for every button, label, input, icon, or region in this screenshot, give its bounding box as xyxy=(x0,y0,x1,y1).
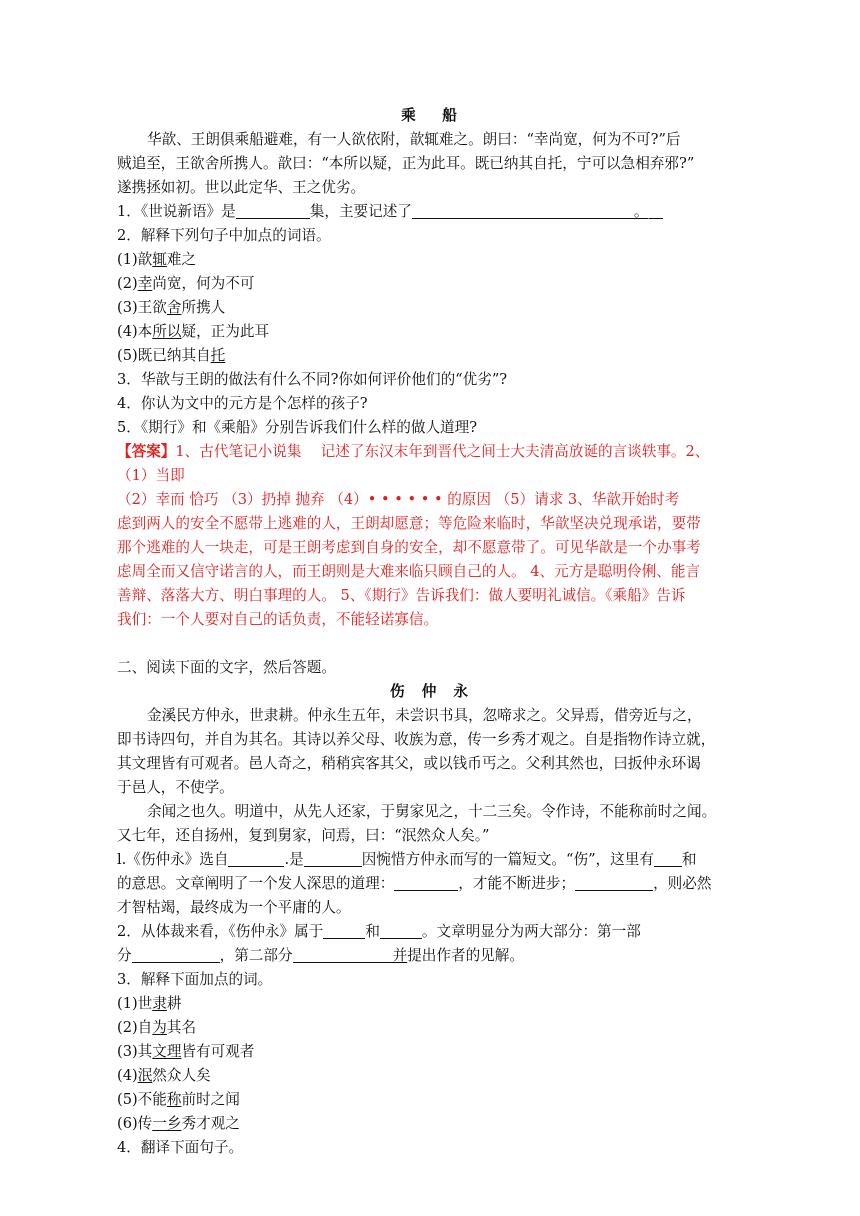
dotted-word: 舍 xyxy=(166,299,182,316)
answer-line: 善辩、落落大方、明白事理的人。 5、《期行》告诉我们：做人要明礼诚信。《乘船》告诉 xyxy=(117,587,686,604)
question-1 xyxy=(117,200,663,224)
passage-line: 又七年，还自扬州，复到舅家，问焉，曰：“泯然众人矣。” xyxy=(117,827,490,844)
dotted-word: 隶 xyxy=(152,995,167,1012)
word-item-1: (1)歆辄难之 xyxy=(117,251,197,268)
answer-tag: 【答案】 xyxy=(117,443,176,460)
answer-line: 虑到两人的安全不愿带上逃难的人，王朗却愿意；等危险来临时，华歆坚决兑现承诺，要带 xyxy=(117,515,701,532)
answer-blank xyxy=(649,202,663,219)
passage-line: 余闻之也久。明道中，从先人还家，于舅家见之，十二三矣。令作诗，不能称前时之闻。 xyxy=(147,803,717,820)
word-item-6: (6)传一乡秀才观之 xyxy=(117,1115,240,1132)
dotted-word: 文理 xyxy=(152,1043,182,1060)
question-2: 2．解释下列句子中加点的词语。 xyxy=(117,227,331,244)
answer-blank xyxy=(132,946,220,963)
dotted-word: 一乡 xyxy=(152,1115,182,1132)
question-5: 5．《期行》和《乘船》分别告诉我们什么样的做人道理? xyxy=(117,419,478,436)
dotted-word: 称 xyxy=(166,1091,182,1108)
question-3: 3．华歆与王朗的做法有什么不同?你如何评价他们的“优劣”? xyxy=(117,371,508,388)
question-2: 2．从体裁来看，《伤仲永》属于 和 。文章明显分为两大部分：第一部 xyxy=(117,923,641,940)
word-item-5: (5)既已纳其自托 xyxy=(117,347,226,364)
word-item-2: (2)自为其名 xyxy=(117,1019,197,1036)
passage-line: 华歆、王朗俱乘船避难，有一人欲依附，歆辄难之。朗曰：“幸尚宽，何为不可?”后 xyxy=(147,131,681,148)
dotted-word: 所以 xyxy=(152,323,182,340)
answer-line: 【答案】1、古代笔记小说集 记述了东汉末年到晋代之间士大夫清高放诞的言谈轶事。2、 xyxy=(117,443,710,460)
passage-line: 遂携拯如初。世以此定华、王之优劣。 xyxy=(117,179,366,196)
answer-line: 我们：一个人要对自己的话负责，不能轻诺寡信。 xyxy=(117,611,439,628)
passage-line: 贼追至，王欲舍所携人。歆曰：“本所以疑，正为此耳。既已纳其自托，宁可以急相弃邪?” xyxy=(117,155,695,172)
question-text: 集，主要记述了 xyxy=(309,203,412,220)
answer-blank xyxy=(654,850,682,867)
question-3: 3．解释下面加点的词。 xyxy=(117,971,273,988)
question-2-cont: 分 ，第二部分 并提出作者的见解。 xyxy=(117,947,524,964)
answer-blank xyxy=(228,850,284,867)
question-1-cont: 的意思。文章阐明了一个发人深思的道理： ，才能不断进步； ，则必然 xyxy=(117,875,712,892)
word-item-3: (3)王欲舍所携人 xyxy=(117,299,226,316)
question-text: 1．《世说新语》是 xyxy=(117,203,236,220)
word-item-2: (2)幸尚宽，何为不可 xyxy=(117,275,255,292)
title-chengchuan: 乘 船 xyxy=(401,107,463,124)
question-4: 4．你认为文中的元方是个怎样的孩子? xyxy=(117,395,368,412)
answer-line: （1）当即 xyxy=(117,467,185,484)
word-item-4: (4)泯然众人矣 xyxy=(117,1067,211,1084)
answer-blank xyxy=(575,874,653,891)
title-shangzhongyong: 伤 仲 永 xyxy=(390,683,474,700)
question-1-cont: 才智枯竭，最终成为一个平庸的人。 xyxy=(117,899,351,916)
section-heading: 二、阅读下面的文字，然后答题。 xyxy=(117,659,336,676)
answer-blank xyxy=(323,922,365,939)
passage-line: 即书诗四句，并自为其名。其诗以养父母、收族为意，传一乡秀才观之。自是指物作诗立就， xyxy=(117,731,716,748)
question-1: l.《伤仲永》选自 .是 因惋惜方仲永而写的一篇短文。“伤”，这里有 和 xyxy=(117,851,697,868)
answer-line: 那个逃难的人一块走，可是王朗考虑到自身的安全，却不愿意带了。可见华歆是一个办事考 xyxy=(117,539,701,556)
passage-line: 其文理皆有可观者。邑人奇之，稍稍宾客其父，或以钱币丐之。父利其然也，曰扳仲永环谒 xyxy=(117,755,701,772)
dotted-word: 泯 xyxy=(137,1067,153,1084)
answer-line: （2）幸而 恰巧 （3）扔掉 抛弃 （4）• • • • • • 的原因 （5）请求 3、华歆开始时考 xyxy=(117,491,680,508)
answer-blank xyxy=(394,874,458,891)
dotted-word: 托 xyxy=(210,347,226,364)
word-item-3: (3)其文理皆有可观者 xyxy=(117,1043,255,1060)
answer-blank xyxy=(380,922,422,939)
answer-blank xyxy=(412,202,634,219)
word-item-4: (4)本所以疑，正为此耳 xyxy=(117,323,270,340)
word-item-1: (1)世隶耕 xyxy=(117,995,182,1012)
question-4: 4．翻译下面句子。 xyxy=(117,1139,244,1156)
passage-line: 于邑人，不使学。 xyxy=(117,779,234,796)
answer-blank xyxy=(304,850,362,867)
word-item-5: (5)不能称前时之闻 xyxy=(117,1091,240,1108)
answer-blank xyxy=(236,202,310,219)
dotted-word: 辄 xyxy=(152,251,167,268)
passage-line: 金溪民方仲永，世隶耕。仲永生五年，未尝识书具，忽啼求之。父异焉，借旁近与之， xyxy=(147,707,702,724)
dotted-word: 为 xyxy=(152,1019,167,1036)
answer-line: 虑周全而又信守诺言的人，而王朗则是大难来临只顾自己的人。 4、元方是聪明伶俐、能言 xyxy=(117,563,701,580)
question-text: 。 xyxy=(633,203,649,220)
dotted-word: 幸 xyxy=(137,275,153,292)
answer-blank xyxy=(293,946,393,963)
